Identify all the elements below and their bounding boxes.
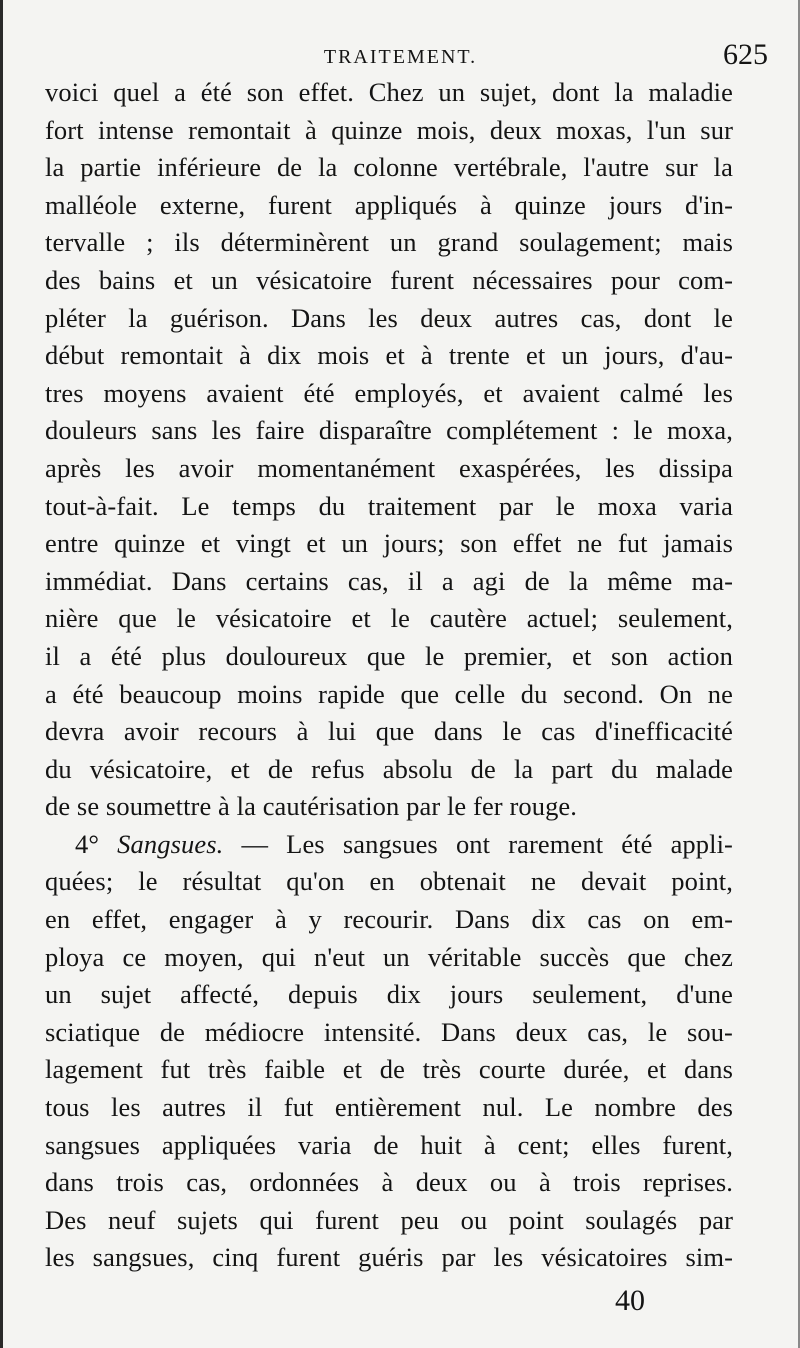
- text-line: après les avoir momentanément exaspérées, les dissipa: [45, 452, 733, 483]
- text-line: les sangsues, cinq furent guéris par les vésicatoires sim-: [45, 1242, 733, 1273]
- running-title: TRAITEMENT.: [323, 46, 478, 68]
- text-line: lagement fut très faible et de très courte durée, et dans: [45, 1054, 733, 1085]
- text-line: tous les autres il fut entièrement nul. Le nombre des: [45, 1092, 733, 1123]
- text-line: fort intense remontait à quinze mois, deux moxas, l'un sur: [45, 114, 733, 145]
- text-line: la partie inférieure de la colonne vertébrale, l'autre sur la: [45, 152, 733, 183]
- text-line: a été beaucoup moins rapide que celle du second. On ne: [45, 678, 733, 709]
- section-title: Sangsues.: [117, 828, 224, 859]
- text-line: pléter la guérison. Dans les deux autres cas, dont le: [45, 302, 733, 333]
- signature-mark: 40: [615, 1284, 645, 1317]
- text-line: malléole externe, furent appliqués à quinze jours d'in-: [45, 189, 733, 220]
- text-line: nière que le vésicatoire et le cautère actuel; seulement,: [45, 603, 733, 634]
- paragraph-sangsues: [45, 863, 733, 1277]
- text-line: ploya ce moyen, qui n'eut un véritable succès que chez: [45, 941, 733, 972]
- text-line: sangsues appliquées varia de huit à cent; elles furent,: [45, 1129, 733, 1160]
- text-line: devra avoir recours à lui que dans le cas d'inefficacité: [45, 716, 733, 747]
- text-line: des bains et un vésicatoire furent nécessaires pour com-: [45, 264, 733, 295]
- page-number: 625: [723, 38, 768, 71]
- text-line: quées; le résultat qu'on en obtenait ne devait point,: [45, 866, 733, 897]
- section-number: 4°: [75, 828, 100, 859]
- text-line: début remontait à dix mois et à trente et un jours, d'au-: [45, 340, 733, 371]
- text-line: dans trois cas, ordonnées à deux ou à trois reprises.: [45, 1167, 733, 1198]
- text-line: de se soumettre à la cautérisation par le fer rouge.: [45, 791, 578, 822]
- running-head: [3, 38, 798, 78]
- text-line: Des neuf sujets qui furent peu ou point soulagés par: [45, 1204, 733, 1235]
- text-line: il a été plus douloureux que le premier, et son action: [45, 640, 733, 671]
- paragraph-moxa: [45, 74, 733, 826]
- text-line: en effet, engager à y recourir. Dans dix cas on em-: [45, 904, 733, 935]
- text-line: tres moyens avaient été employés, et avaient calmé les: [45, 377, 733, 408]
- text-line: entre quinze et vingt et un jours; son effet ne fut jamais: [45, 528, 733, 559]
- section-first-line-rest: — Les sangsues ont rarement été appli-: [241, 828, 733, 859]
- body-text: [45, 74, 733, 1277]
- text-line: tout-à-fait. Le temps du traitement par le moxa varia: [45, 490, 733, 521]
- text-line: douleurs sans les faire disparaître complétement : le moxa,: [45, 415, 733, 446]
- text-line: tervalle ; ils déterminèrent un grand soulagement; mais: [45, 227, 733, 258]
- text-line: voici quel a été son effet. Chez un sujet, dont la maladie: [45, 77, 733, 107]
- text-line: un sujet affecté, depuis dix jours seulement, d'une: [45, 979, 733, 1010]
- text-line: sciatique de médiocre intensité. Dans deux cas, le sou-: [45, 1016, 733, 1047]
- text-line: immédiat. Dans certains cas, il a agi de la même ma-: [45, 565, 733, 596]
- section-heading-line: [45, 826, 733, 864]
- text-line: du vésicatoire, et de refus absolu de la part du malade: [45, 753, 733, 784]
